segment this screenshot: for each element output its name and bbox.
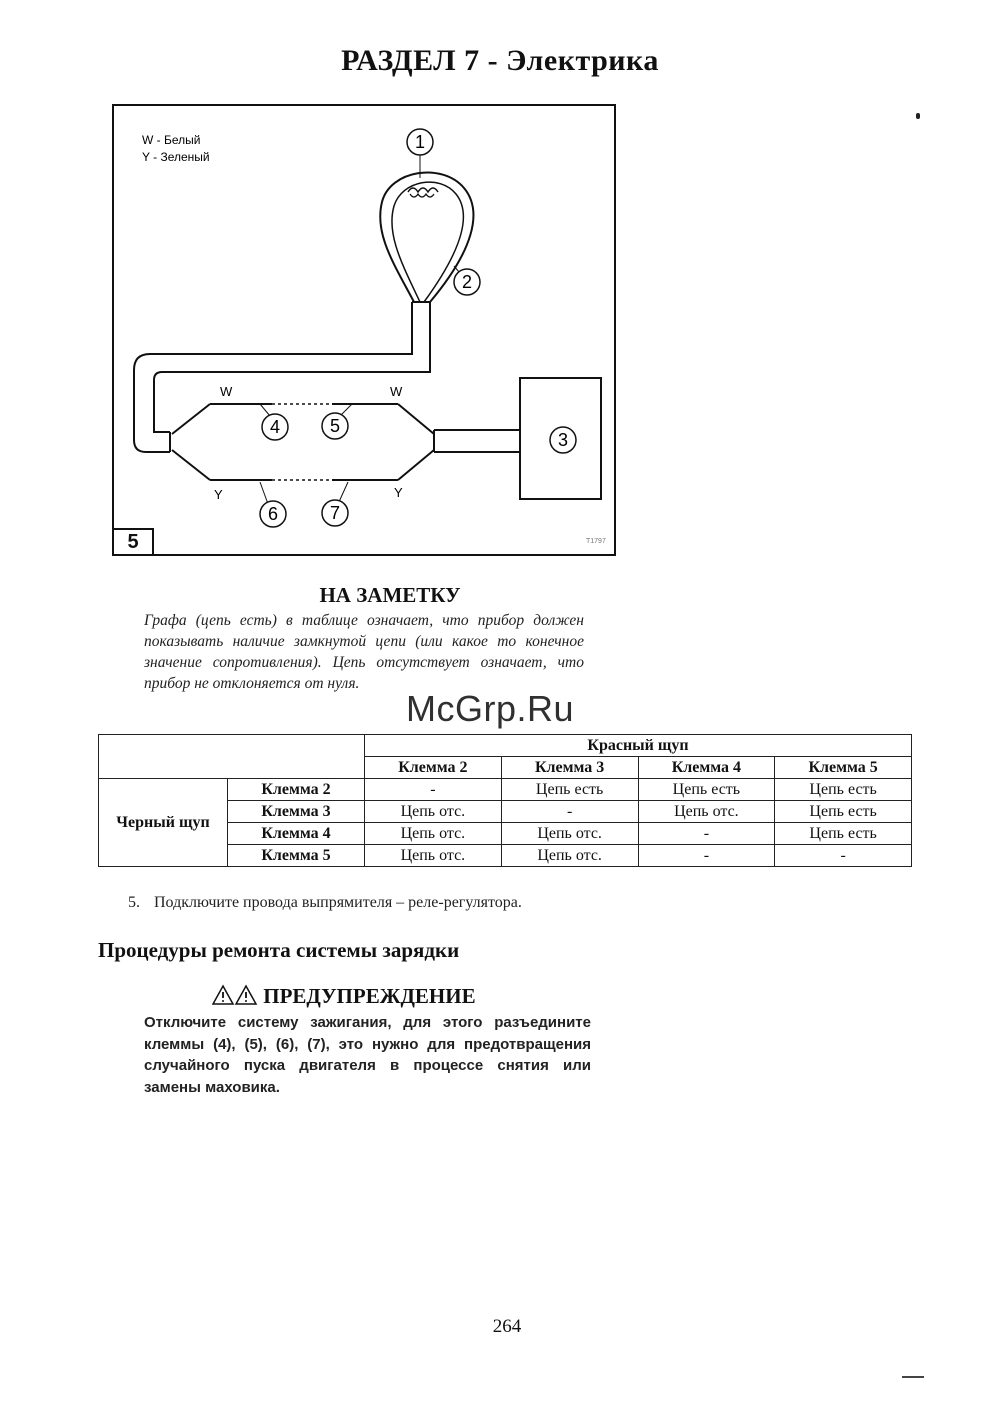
table-cell: Цепь есть [775,779,912,801]
warning-title-text: ПРЕДУПРЕЖДЕНИЕ [263,984,476,1008]
wire-label-w-left: W [220,384,233,399]
repair-heading: Процедуры ремонта системы зарядки [98,938,460,962]
column-header: Клемма 4 [638,757,775,779]
svg-text:5: 5 [329,416,341,436]
table-cell: Цепь есть [775,801,912,823]
table-cell: - [365,779,502,801]
probe-table [98,734,912,867]
step-text: Подключите провода выпрямителя – реле-регулятора. [154,894,522,911]
watermark: McGrp.Ru [406,688,575,729]
wiring-diagram [114,106,614,554]
callout-3 [550,427,576,453]
black-probe-header: Черный щуп [99,779,228,867]
table-cell: Цепь отс. [501,845,638,867]
red-probe-header: Красный щуп [365,735,912,757]
scan-corner-mark [902,1376,924,1378]
table-cell: Цепь отс. [365,845,502,867]
table-cell: - [501,801,638,823]
wire-label-y-left: Y [214,487,223,502]
row-label: Клемма 4 [228,823,365,845]
callout-4 [262,414,288,440]
step-item [128,894,522,912]
wire-label-y-right: Y [394,485,403,500]
table-corner-cell [99,735,365,779]
table-cell: - [638,845,775,867]
legend-white: W - Белый [142,133,201,147]
wire-loop [172,404,434,480]
warning-body: Отключите систему зажигания, для этого разъедините клеммы (4), (5), (6), (7), это нужно для предотвращения случайного пуска двигателя в процессе снятия или замены маховика. [144,1014,591,1096]
callout-7 [322,500,348,526]
figure-number: 5 [112,528,154,556]
svg-text:1: 1 [414,132,426,152]
svg-text:3: 3 [557,430,569,450]
column-header: Клемма 5 [775,757,912,779]
column-header: Клемма 3 [501,757,638,779]
warning-triangle-icon [212,984,258,1012]
table-cell: Цепь есть [775,823,912,845]
callout-5 [322,413,348,439]
table-cell: Цепь есть [501,779,638,801]
table-cell: - [775,845,912,867]
table-cell: Цепь отс. [365,823,502,845]
wire-label-w-right: W [390,384,403,399]
callout-6 [260,501,286,527]
row-label: Клемма 5 [228,845,365,867]
table-cell: - [638,823,775,845]
svg-text:6: 6 [267,504,279,524]
svg-text:4: 4 [269,417,281,437]
callout-2 [454,269,480,295]
wiring-figure [112,104,616,556]
svg-text:7: 7 [329,503,341,523]
table-row [99,779,912,801]
step-number: 5. [128,894,140,911]
row-label: Клемма 3 [228,801,365,823]
note-title: НА ЗАМЕТКУ [319,583,461,607]
section-title: РАЗДЕЛ 7 - Электрика [341,44,659,77]
legend-yellow: Y - Зеленый [142,150,210,164]
figure-code: T1797 [586,538,606,545]
svg-text:2: 2 [461,272,473,292]
table-cell: Цепь отс. [638,801,775,823]
table-cell: Цепь есть [638,779,775,801]
harness-inner [154,302,430,432]
row-label: Клемма 2 [228,779,365,801]
warning-title [212,984,476,1012]
table-cell: Цепь отс. [365,801,502,823]
table-header-row [99,735,912,757]
callout-1 [407,129,433,155]
scan-dot [916,113,920,119]
table-cell: Цепь отс. [501,823,638,845]
note-body: Графа (цепь есть) в таблице означает, что прибор должен показывать наличие замкнутой цепи (или какое то конечное значение сопротивления). Цепь отсутствует означает, что прибор не отклоняется от нуля. [144,612,584,692]
column-header: Клемма 2 [365,757,502,779]
page-number: 264 [492,1316,522,1337]
